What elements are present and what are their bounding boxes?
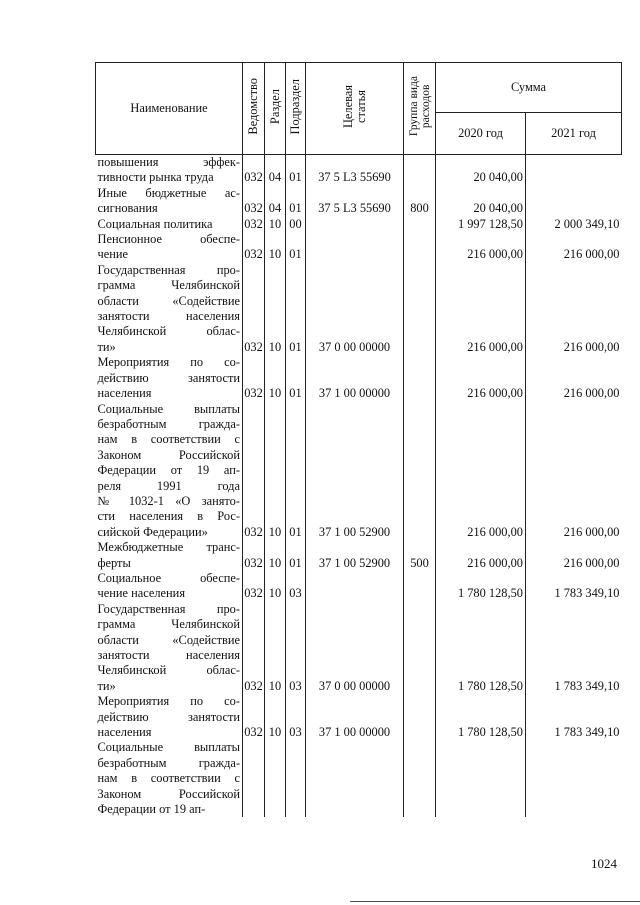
table-row <box>96 602 622 694</box>
row-dept: 032 <box>244 247 263 262</box>
row-amount-2021: 216 000,00 <box>563 555 620 570</box>
header-name: Наименование <box>96 63 243 155</box>
row-dept: 032 <box>244 586 263 601</box>
row-dept: 032 <box>244 339 263 354</box>
row-section: 10 <box>268 247 282 262</box>
row-target: 37 1 00 52900 <box>318 524 391 539</box>
header-year-2020: 2020 год <box>436 113 526 155</box>
row-name: Пенсионное обеспе- чение <box>97 232 240 262</box>
row-name: Государственная про- грамма Челябинской области «Содействие занятости населения Челябинской облас- ти» <box>97 601 240 693</box>
row-dept: 032 <box>244 201 263 216</box>
row-target: 37 1 00 00000 <box>318 725 391 740</box>
row-amount-2020: 216 000,00 <box>467 386 523 401</box>
header-year-2021: 2021 год <box>526 113 622 155</box>
row-target: 37 0 00 00000 <box>318 339 391 354</box>
row-amount-2021: 1 783 349,10 <box>554 725 620 740</box>
row-target: 37 5 L3 55690 <box>318 170 391 185</box>
row-amount-2021: 1 783 349,10 <box>554 586 620 601</box>
header-section: Раздел <box>265 63 286 155</box>
row-subsection: 01 <box>289 339 302 354</box>
header-dept: Ведомство <box>243 63 265 155</box>
row-subsection: 01 <box>289 201 302 216</box>
table-header <box>96 63 622 155</box>
row-amount-2020: 216 000,00 <box>467 524 523 539</box>
row-name: Социальные выплаты безработным гражда- нам в соответствии с Законом Российской Федерации от 19 ап- <box>97 740 240 817</box>
row-name: Социальная политика <box>97 216 213 231</box>
row-amount-2020: 216 000,00 <box>467 339 523 354</box>
row-amount-2020: 1 780 128,50 <box>457 586 523 601</box>
row-name: повышения эффек- тивности рынка труда <box>97 155 240 185</box>
row-subsection: 03 <box>289 586 302 601</box>
row-section: 10 <box>268 216 282 231</box>
page-number: 1024 <box>591 856 617 871</box>
row-section: 10 <box>268 555 282 570</box>
table-row <box>96 186 622 217</box>
table-row <box>96 355 622 401</box>
row-dept: 032 <box>244 216 263 231</box>
table-row <box>96 263 622 355</box>
row-name: Иные бюджетные ас- сигнования <box>97 185 240 216</box>
row-amount-2021: 1 783 349,10 <box>554 678 620 693</box>
row-subsection: 00 <box>289 216 302 231</box>
row-name: Государственная про- грамма Челябинской области «Содействие занятости населения Челябинской облас- ти» <box>97 262 240 354</box>
row-name: Мероприятия по со- действию занятости населения <box>97 694 240 740</box>
row-section: 04 <box>268 170 282 185</box>
row-dept: 032 <box>244 170 263 185</box>
row-amount-2020: 1 997 128,50 <box>457 216 523 231</box>
row-dept: 032 <box>244 524 263 539</box>
row-target: 37 1 00 00000 <box>318 386 391 401</box>
row-target: 37 5 L3 55690 <box>318 201 391 216</box>
table-body <box>96 155 622 818</box>
row-name: Мероприятия по со- действию занятости населения <box>97 355 240 401</box>
table-row <box>96 740 622 817</box>
row-subsection: 03 <box>289 725 302 740</box>
row-name: Социальное обеспе- чение населения <box>97 570 240 601</box>
row-amount-2020: 1 780 128,50 <box>457 725 523 740</box>
footer-rule <box>350 901 640 902</box>
header-subsection: Подраздел <box>286 63 306 155</box>
table-row <box>96 694 622 740</box>
row-amount-2021: 216 000,00 <box>563 386 620 401</box>
row-group: 500 <box>410 555 429 570</box>
row-section: 10 <box>268 678 282 693</box>
row-amount-2020: 216 000,00 <box>467 555 523 570</box>
row-amount-2020: 20 040,00 <box>473 201 523 216</box>
row-section: 10 <box>268 725 282 740</box>
row-amount-2021: 216 000,00 <box>563 339 620 354</box>
budget-table <box>95 62 622 817</box>
table-row <box>96 217 622 232</box>
table-row <box>96 232 622 263</box>
row-name: Социальные выплаты безработным гражда- нам в соответствии с Законом Российской Федерации от 19 ап- реля 1991 года № 1032-1 «О занято- сти населения в Рос- сийской Федерации» <box>97 401 240 539</box>
row-name: Межбюджетные транс- ферты <box>97 540 240 570</box>
row-group: 800 <box>410 201 429 216</box>
row-dept: 032 <box>244 725 263 740</box>
row-section: 10 <box>268 386 282 401</box>
row-dept: 032 <box>244 678 263 693</box>
row-amount-2020: 20 040,00 <box>473 170 523 185</box>
row-amount-2021: 2 000 349,10 <box>554 216 620 231</box>
row-subsection: 01 <box>289 170 302 185</box>
row-amount-2020: 1 780 128,50 <box>457 678 523 693</box>
table-row <box>96 402 622 541</box>
header-group: Группа вида расходов <box>404 63 436 155</box>
table-row <box>96 155 622 186</box>
row-subsection: 01 <box>289 247 302 262</box>
row-amount-2021: 216 000,00 <box>563 524 620 539</box>
row-section: 04 <box>268 201 282 216</box>
row-section: 10 <box>268 339 282 354</box>
table-row <box>96 540 622 571</box>
row-amount-2021: 216 000,00 <box>563 247 620 262</box>
header-sum: Сумма <box>436 63 622 113</box>
row-section: 10 <box>268 586 282 601</box>
row-subsection: 03 <box>289 678 302 693</box>
row-subsection: 01 <box>289 555 302 570</box>
header-target: Целевая статья <box>306 63 404 155</box>
row-target: 37 1 00 52900 <box>318 555 391 570</box>
row-target: 37 0 00 00000 <box>318 678 391 693</box>
row-dept: 032 <box>244 555 263 570</box>
row-section: 10 <box>268 524 282 539</box>
table-row <box>96 571 622 602</box>
row-amount-2020: 216 000,00 <box>467 247 523 262</box>
row-dept: 032 <box>244 386 263 401</box>
row-subsection: 01 <box>289 524 302 539</box>
row-subsection: 01 <box>289 386 302 401</box>
